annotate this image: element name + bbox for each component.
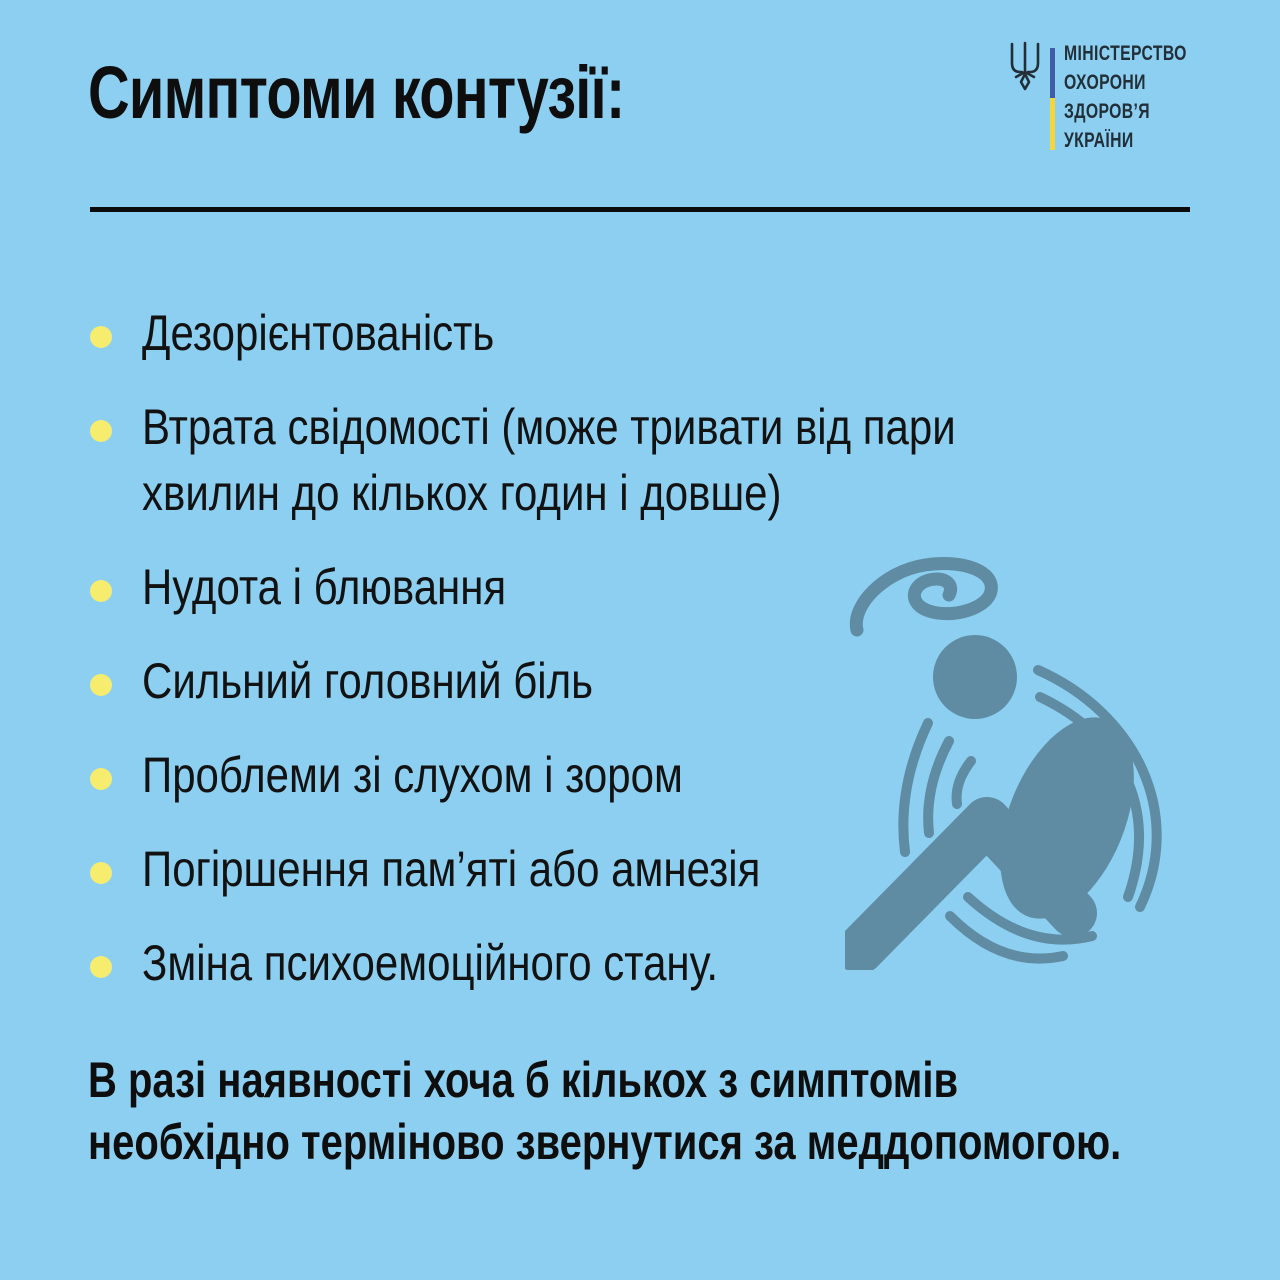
ministry-name-line: ОХОРОНИ — [1064, 71, 1146, 94]
list-item — [90, 394, 1240, 526]
list-item-text: Дезорієнтованість — [142, 305, 495, 361]
bullet-dot — [90, 956, 112, 978]
page-title-text: Симптоми контузії: — [88, 51, 625, 134]
ministry-name — [1064, 39, 1228, 155]
ministry-logo — [1000, 36, 1230, 166]
footer-warning-line: необхідно терміново звернутися за меддопомогою. — [88, 1114, 1122, 1170]
bullet-dot — [90, 862, 112, 884]
flag-bar-blue — [1050, 48, 1055, 98]
flag-bar-yellow — [1050, 98, 1055, 150]
flag-bar — [1050, 48, 1055, 150]
footer-warning — [88, 1049, 1280, 1173]
bullet-dot — [90, 580, 112, 602]
ministry-name-line: МІНІСТЕРСТВО — [1064, 42, 1187, 65]
page-title — [88, 51, 776, 134]
bullet-dot — [90, 674, 112, 696]
bullet-dot — [90, 326, 112, 348]
tryzub-icon — [1006, 41, 1044, 91]
list-item-text: Втрата свідомості (може тривати від пари хвилин до кількох годин і довше) — [142, 399, 956, 521]
list-item-text: Сильний головний біль — [142, 653, 594, 709]
dizzy-person-illustration — [845, 545, 1200, 970]
list-item-text: Нудота і блювання — [142, 559, 507, 615]
list-item-text: Зміна психоемоційного стану. — [142, 935, 719, 991]
list-item — [90, 300, 1240, 366]
dizzy-spiral-icon — [856, 564, 991, 630]
ministry-name-line: УКРАЇНИ — [1064, 129, 1134, 152]
list-item-text: Проблеми зі слухом і зором — [142, 747, 683, 803]
figure-head — [933, 635, 1017, 719]
bullet-dot — [90, 420, 112, 442]
ministry-name-line: ЗДОРОВ’Я — [1064, 100, 1150, 123]
footer-warning-line: В разі наявності хоча б кількох з симптомів — [88, 1052, 959, 1108]
divider-line — [90, 207, 1190, 212]
list-item-text: Погіршення пам’яті або амнезія — [142, 841, 761, 897]
bullet-dot — [90, 768, 112, 790]
